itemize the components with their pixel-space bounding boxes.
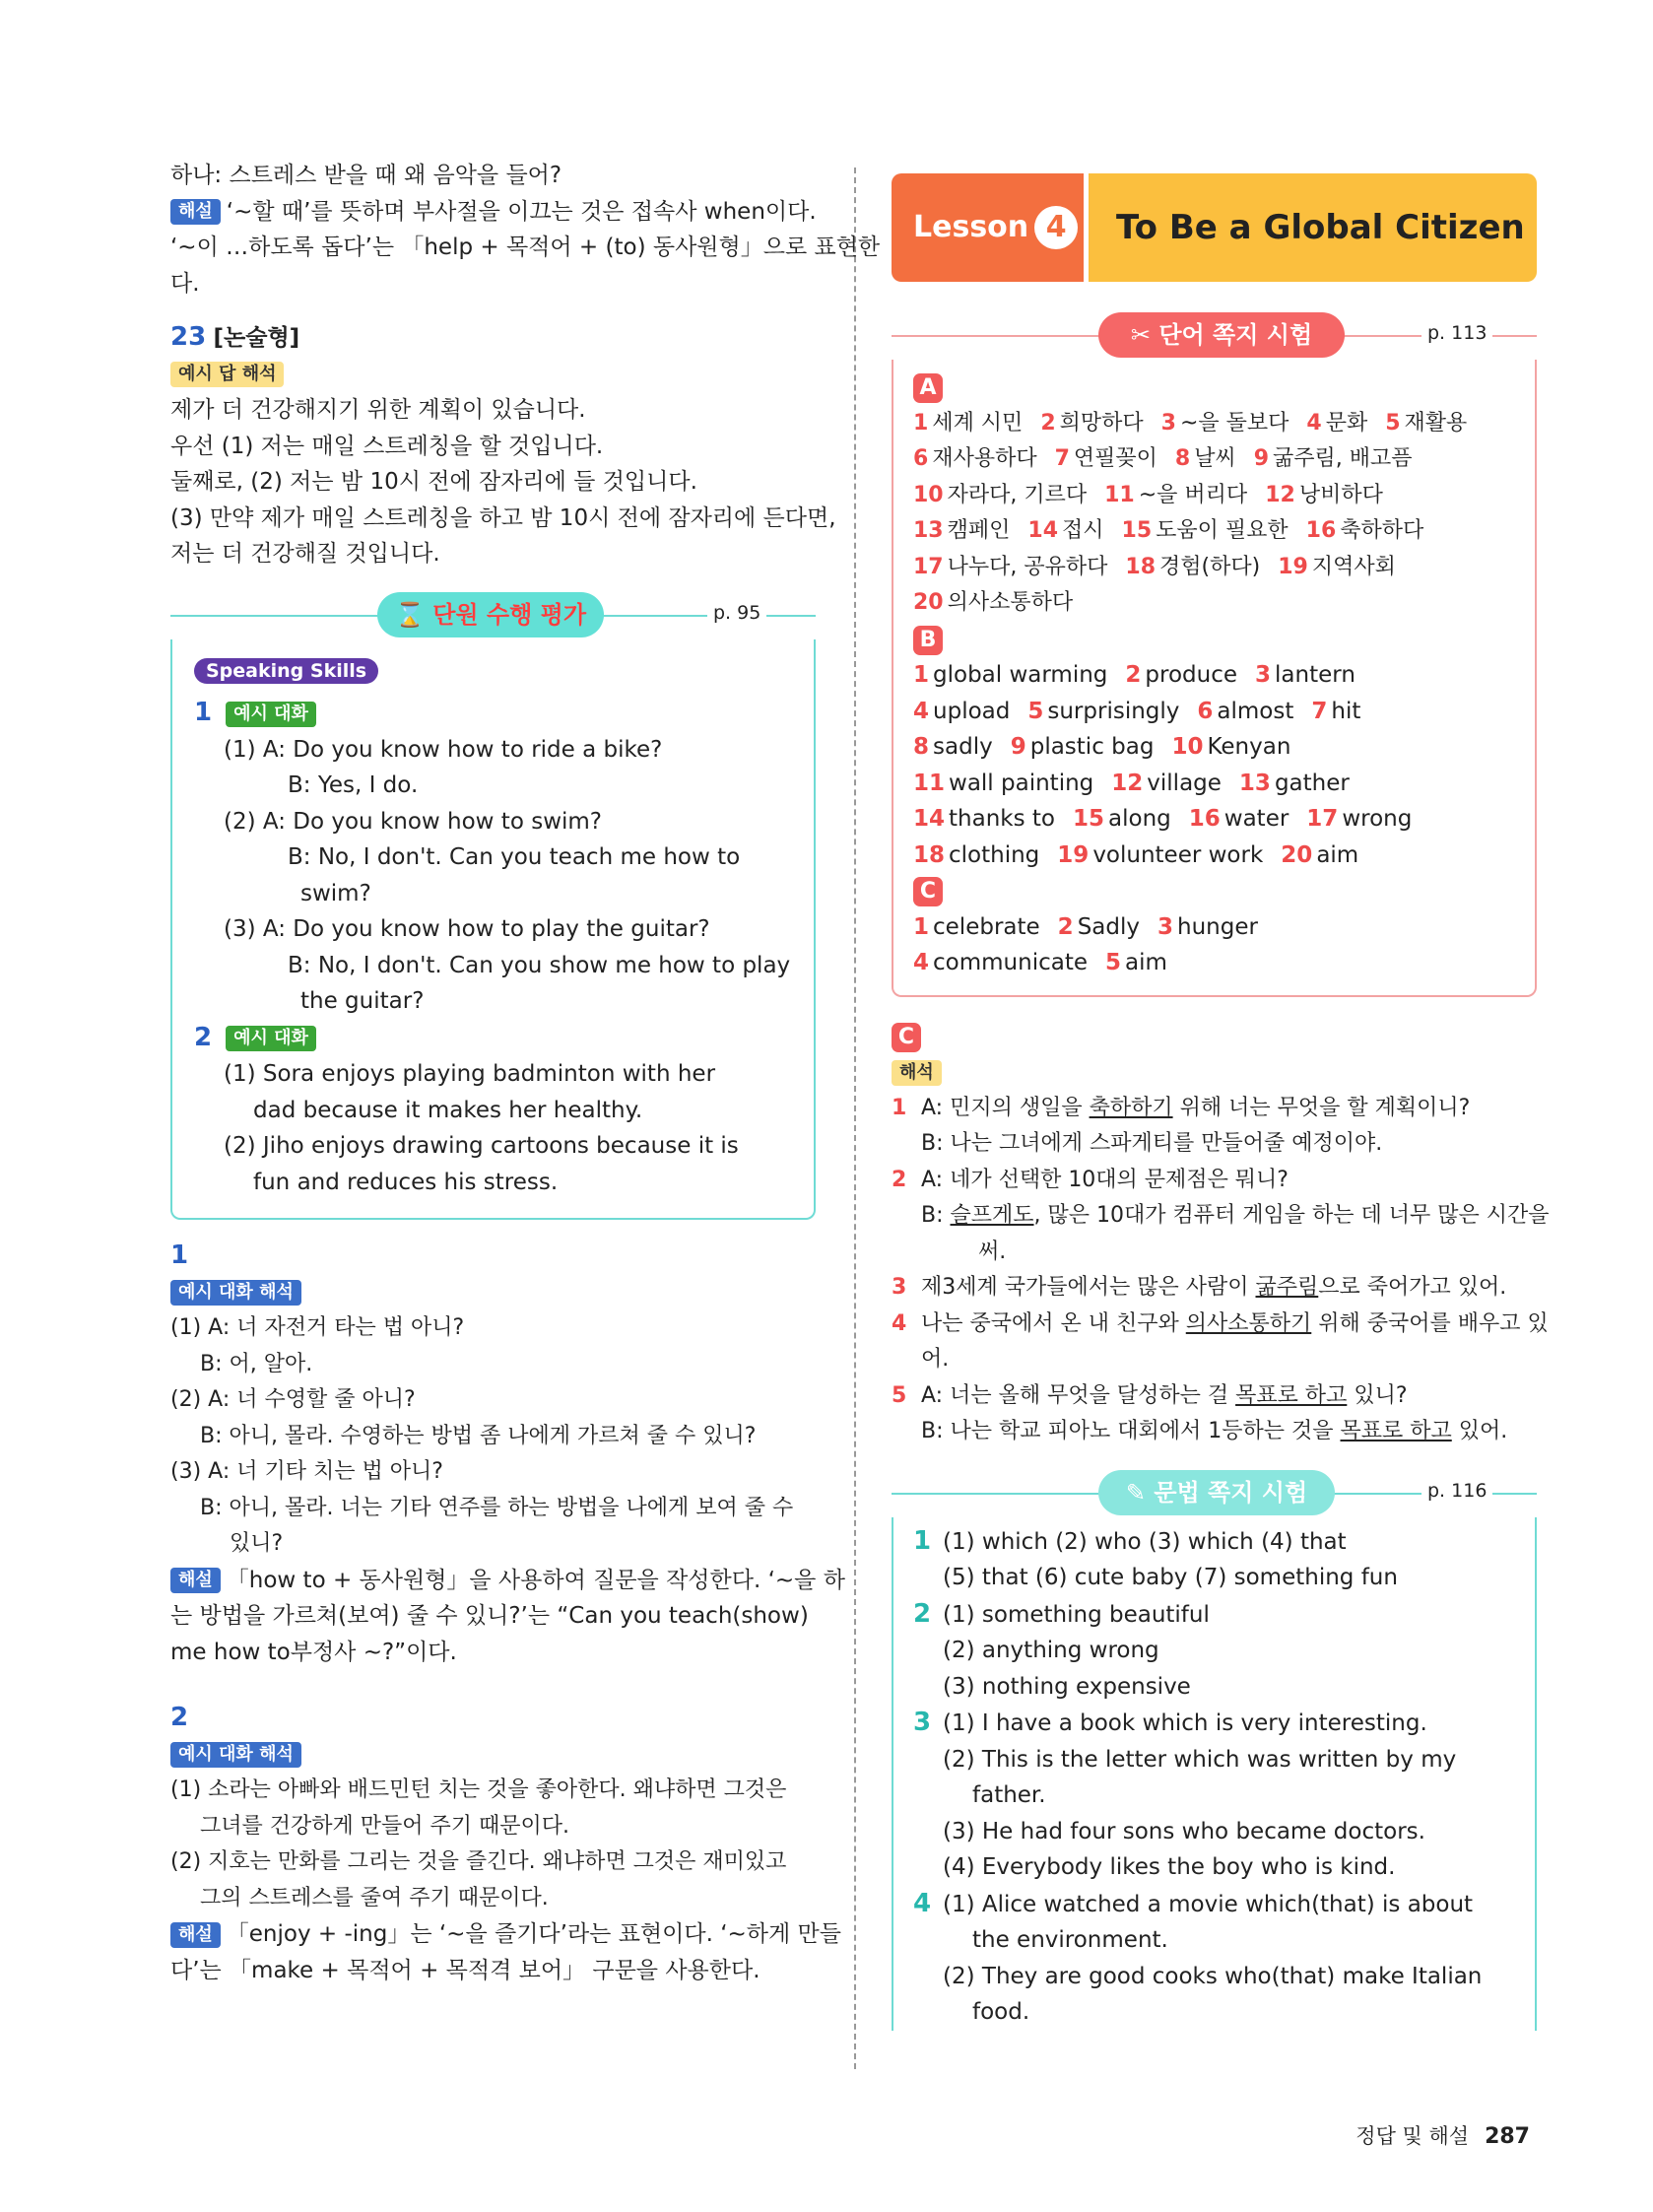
example-dialog-tag: 예시 대화 xyxy=(226,702,316,727)
vocab-item-number: 7 xyxy=(1311,698,1328,724)
underlined-word: 굶주림 xyxy=(1255,1275,1319,1300)
translation-line: 1 A: 민지의 생일을 축하하기 위해 너는 무엇을 할 계획이니? xyxy=(892,1091,1537,1127)
footer-label: 정답 및 해설 xyxy=(1355,2124,1470,2148)
vocab-item-number: 3 xyxy=(1255,662,1272,688)
dialog-translation-tag: 예시 대화 해석 xyxy=(170,1742,301,1768)
grammar-answer-line: (4) Everybody likes the boy who is kind. xyxy=(943,1854,1396,1880)
dialog-line: swim? xyxy=(300,880,371,906)
vocab-item-number: 19 xyxy=(1278,554,1308,579)
grammar-box-body xyxy=(892,1517,1537,2031)
vocab-row xyxy=(913,513,1521,550)
vocab-item-number: 6 xyxy=(913,446,929,471)
intro-line: 하나: 스트레스 받을 때 왜 음악을 들어? xyxy=(170,163,562,188)
vocab-item xyxy=(1011,734,1155,760)
vocab-item-text: village xyxy=(1147,770,1222,796)
vocab-row xyxy=(913,550,1521,586)
vocab-item xyxy=(1157,914,1258,940)
vocab-row xyxy=(913,945,1521,981)
lesson-number: 4 xyxy=(1034,206,1078,249)
grammar-answer-line: (3) He had four sons who became doctors. xyxy=(943,1818,1425,1844)
vocab-item xyxy=(913,518,1010,543)
vocab-item-text: along xyxy=(1108,806,1171,832)
vocab-item-text: 문화 xyxy=(1325,410,1368,436)
vocab-item xyxy=(1239,771,1350,796)
page-footer xyxy=(1355,2120,1530,2150)
translation-line: B: 나는 학교 피아노 대회에서 1등하는 것을 목표로 하고 있어. xyxy=(921,1419,1508,1443)
vocab-item-number: 14 xyxy=(913,806,946,832)
vocab-item-text: Sadly xyxy=(1077,913,1140,940)
vocab-item-number: 10 xyxy=(913,482,944,507)
vocab-item-number: 8 xyxy=(1174,446,1191,471)
vocab-item xyxy=(1278,555,1396,579)
vocab-item xyxy=(1111,771,1222,796)
q23-line: (3) 만약 제가 매일 스트레칭을 하고 밤 10시 전에 잠자리에 든다면, xyxy=(170,504,836,531)
vocab-item-text: wall painting xyxy=(949,770,1094,796)
vocab-item xyxy=(913,842,1039,868)
underlined-word: 축하하기 xyxy=(1089,1095,1173,1120)
dialog-line: B: No, I don't. Can you teach me how to xyxy=(288,844,741,870)
vocab-item-number: 2 xyxy=(1057,913,1074,940)
explain-tag: 해설 xyxy=(170,1922,221,1948)
explain-line: 다’는 「make + 목적어 + 목적격 보어」 구문을 사용한다. xyxy=(170,1957,760,1983)
underlined-word: 목표로 하고 xyxy=(1235,1382,1348,1408)
vocab-item xyxy=(1197,699,1293,724)
page-reference: p. 95 xyxy=(707,602,766,624)
vocab-row xyxy=(913,766,1521,802)
section-c-badge: C xyxy=(913,877,943,906)
vocab-item-number: 15 xyxy=(1121,518,1153,543)
section-c-badge: C xyxy=(892,1023,921,1052)
intro-line: 다. xyxy=(170,270,200,297)
vocab-item xyxy=(1161,411,1289,436)
vocab-item-number: 2 xyxy=(1040,410,1056,436)
underlined-word: 목표로 하고 xyxy=(1340,1419,1452,1443)
vocab-item xyxy=(913,483,1087,507)
page-reference: p. 116 xyxy=(1422,1480,1492,1502)
vocab-item-text: hit xyxy=(1331,698,1361,724)
intro-explain: 해설 ‘~할 때’를 뜻하며 부사절을 이끄는 것은 접속사 when이다. xyxy=(170,194,816,231)
explain-line: me how to부정사 ~?”이다. xyxy=(170,1639,457,1665)
vocab-item xyxy=(1255,662,1355,688)
vocab-item-text: ~을 버리다 xyxy=(1138,482,1248,507)
vocab-item-text: aim xyxy=(1316,841,1359,868)
vocab-item-number: 4 xyxy=(913,950,930,975)
item-number: 4 xyxy=(892,1310,907,1336)
lesson-label: Lesson 4 xyxy=(892,173,1084,282)
vocab-row xyxy=(913,694,1521,730)
vocab-item xyxy=(913,806,1055,832)
vocab-item xyxy=(1189,806,1289,832)
vocab-row xyxy=(913,585,1521,622)
vocab-item-text: 나누다, 공유하다 xyxy=(947,554,1108,579)
answer-line: dad because it makes her healthy. xyxy=(253,1097,643,1123)
vocab-item-text: thanks to xyxy=(949,806,1055,832)
vocab-item-text: volunteer work xyxy=(1092,841,1264,868)
vocab-item-number: 13 xyxy=(913,518,944,543)
vocab-item-number: 13 xyxy=(1238,770,1271,796)
section-b-badge: B xyxy=(913,626,943,655)
vocab-item xyxy=(1105,950,1167,975)
vocab-item xyxy=(913,771,1093,796)
vocab-item-number: 5 xyxy=(1385,410,1401,436)
translation-line: 써. xyxy=(978,1239,1007,1264)
vocab-item xyxy=(913,411,1023,436)
vocab-row xyxy=(913,406,1521,442)
vocab-item-text: Kenyan xyxy=(1207,734,1291,760)
section-a-badge: A xyxy=(913,373,943,403)
vocab-item xyxy=(913,950,1088,975)
vocab-item-text: almost xyxy=(1217,698,1294,724)
vocab-item-text: 지역사회 xyxy=(1311,554,1396,579)
explain-tag: 해설 xyxy=(170,199,221,225)
item-number: 1 xyxy=(892,1095,907,1120)
grammar-box-title: ✎ 문법 쪽지 시험 xyxy=(1098,1470,1335,1515)
vocab-item-text: sadly xyxy=(933,734,993,760)
vocab-item-number: 19 xyxy=(1057,841,1090,868)
vocab-item-number: 5 xyxy=(1105,950,1122,975)
vocab-item-number: 11 xyxy=(913,770,946,796)
translation-line: B: 아니, 몰라. 수영하는 방법 좀 나에게 가르쳐 줄 수 있니? xyxy=(200,1423,757,1448)
grammar-box xyxy=(892,1468,1537,2031)
vocab-row xyxy=(913,838,1521,874)
underlined-word: 의사소통하기 xyxy=(1185,1310,1312,1336)
translation-line: (1) 소라는 아빠와 배드민턴 치는 것을 좋아한다. 왜냐하면 그것은 xyxy=(170,1777,787,1802)
vocab-item xyxy=(1058,914,1140,940)
vocab-item-number: 8 xyxy=(913,734,930,760)
item-number: 3 xyxy=(892,1275,907,1300)
item-number: 4 xyxy=(913,1888,932,1918)
vocab-item-text: 경험(하다) xyxy=(1159,554,1261,579)
vocab-item xyxy=(1057,842,1263,868)
vocab-box xyxy=(892,310,1537,997)
grammar-answer-list xyxy=(913,1523,1521,2031)
vocab-item xyxy=(1265,483,1383,507)
grammar-answer-line: father. xyxy=(972,1782,1046,1808)
vocab-item xyxy=(913,734,993,760)
translation-line: 3 제3세계 국가들에서는 많은 사람이 굶주림으로 죽어가고 있어. xyxy=(892,1270,1537,1307)
vocab-row xyxy=(913,909,1521,946)
vocab-item-number: 11 xyxy=(1104,482,1135,507)
item-number: 2 xyxy=(913,1598,932,1629)
vocab-box-body xyxy=(892,360,1537,997)
vocab-item-text: 접시 xyxy=(1062,518,1104,543)
translation-line: B: 아니, 몰라. 너는 기타 연주를 하는 방법을 나에게 보여 줄 수 xyxy=(200,1495,794,1520)
eval-box xyxy=(170,590,816,1221)
vocab-item-text: 굶주림, 배고픔 xyxy=(1273,446,1413,471)
translation-tag: 해석 xyxy=(892,1060,942,1086)
q23-line: 둘째로, (2) 저는 밤 10시 전에 잠자리에 들 것입니다. xyxy=(170,469,697,495)
vocab-item xyxy=(1027,699,1179,724)
ans2-heading: 2 xyxy=(170,1703,189,1732)
vocab-item-number: 10 xyxy=(1171,734,1204,760)
column-divider xyxy=(854,168,856,2069)
dialog-line: (2) A: Do you know how to swim? xyxy=(224,808,603,835)
translation-line: 그녀를 건강하게 만들어 주기 때문이다. xyxy=(200,1813,569,1839)
vocab-b-list xyxy=(913,657,1521,873)
eval-box-head xyxy=(170,590,816,639)
translation-line: (1) A: 너 자전거 타는 법 아니? xyxy=(170,1315,465,1340)
grammar-answer-line: 2 (1) something beautiful xyxy=(913,1596,1521,1634)
vocab-item xyxy=(1027,518,1103,543)
vocab-item xyxy=(1104,483,1247,507)
vocab-item-text: 의사소통하다 xyxy=(947,590,1074,615)
vocab-item-text: communicate xyxy=(933,950,1088,975)
dialog-translation-tag: 예시 대화 해석 xyxy=(170,1280,301,1306)
vocab-item-number: 16 xyxy=(1188,806,1221,832)
vocab-item-number: 6 xyxy=(1197,698,1214,724)
vocab-item-number: 17 xyxy=(913,554,944,579)
vocab-item-number: 12 xyxy=(1265,482,1295,507)
vocab-item-number: 14 xyxy=(1027,518,1059,543)
grammar-answer-line: food. xyxy=(972,1999,1030,2025)
grammar-answer-line: 4 (1) Alice watched a movie which(that) is about xyxy=(913,1886,1521,1923)
vocab-item-number: 12 xyxy=(1111,770,1144,796)
vocab-item-text: water xyxy=(1223,806,1289,832)
vocab-item xyxy=(913,590,1073,615)
grammar-answer-line: (2) anything wrong xyxy=(943,1638,1159,1663)
q23-line: 우선 (1) 저는 매일 스트레칭을 할 것입니다. xyxy=(170,433,604,459)
vocab-item-number: 4 xyxy=(1306,410,1322,436)
vocab-item-text: 축하하다 xyxy=(1340,518,1424,543)
c-translation-list xyxy=(892,1091,1550,1450)
vocab-item-text: 희망하다 xyxy=(1059,410,1144,436)
vocab-item xyxy=(1040,411,1143,436)
vocab-box-title: ✂ 단어 쪽지 시험 xyxy=(1098,312,1345,358)
vocab-item-text: clothing xyxy=(949,841,1040,868)
vocab-item-text: 캠페인 xyxy=(947,518,1011,543)
vocab-item xyxy=(1175,446,1236,471)
vocab-item xyxy=(913,699,1010,724)
vocab-item xyxy=(1306,518,1424,543)
translation-line: (2) 지호는 만화를 그리는 것을 즐긴다. 왜냐하면 그것은 재미있고 xyxy=(170,1849,787,1874)
vocab-row xyxy=(913,441,1521,478)
translation-line: B: 나는 그녀에게 스파게티를 만들어줄 예정이야. xyxy=(921,1131,1383,1156)
vocab-item-text: 낭비하다 xyxy=(1298,482,1383,507)
lesson-header xyxy=(892,173,1537,282)
eval-box-body: Speaking Skills 1 예시 대화 (1) A: Do you know how to ride a bike? B: Yes, I do. (2) A: Do you know how to swim? B: No, I don't. Can you teach me how to swim? (3) A: Do you know how to play the guitar? B: No, I don't. Can you show me how to play the guitar? 2 예시 대화 (1) Sora enjoys playing badminton with her dad because it makes her healthy. (2) Jiho enjoys drawing cartoons because it is fun and reduces his stress. xyxy=(170,639,816,1221)
q23-line: 저는 더 건강해질 것입니다. xyxy=(170,541,440,567)
lesson-title: To Be a Global Citizen xyxy=(1089,173,1537,282)
vocab-item-text: gather xyxy=(1274,770,1350,796)
vocab-item-text: lantern xyxy=(1275,662,1355,688)
vocab-item-text: ~을 돌보다 xyxy=(1179,410,1289,436)
vocab-item-text: surprisingly xyxy=(1047,698,1180,724)
vocab-item-number: 7 xyxy=(1054,446,1070,471)
vocab-item xyxy=(1125,555,1260,579)
eval-box-title: ⌛ 단원 수행 평가 xyxy=(377,592,604,637)
vocab-item-text: produce xyxy=(1145,662,1238,688)
vocab-item-text: aim xyxy=(1125,950,1167,975)
vocab-item-number: 2 xyxy=(1125,662,1142,688)
item-number: 1 xyxy=(913,1525,932,1556)
vocab-item-text: hunger xyxy=(1177,913,1258,940)
grammar-answer-line: (3) nothing expensive xyxy=(943,1673,1191,1700)
vocab-item xyxy=(1311,699,1360,724)
vocab-item xyxy=(1171,734,1290,760)
vocab-item-number: 1 xyxy=(913,410,929,436)
translation-line: (2) A: 너 수영할 줄 아니? xyxy=(170,1387,416,1412)
translation-line: 4 나는 중국에서 온 내 친구와 의사소통하기 위해 중국어를 배우고 있 xyxy=(892,1307,1537,1343)
dialog-line: B: Yes, I do. xyxy=(288,772,419,798)
vocab-item-text: celebrate xyxy=(933,913,1040,940)
vocab-item-text: 자라다, 기르다 xyxy=(947,482,1088,507)
speaking-skills-tag: Speaking Skills xyxy=(194,658,378,684)
grammar-answer-line: (5) that (6) cute baby (7) something fun xyxy=(943,1565,1398,1590)
vocab-item xyxy=(1385,411,1467,436)
translation-line: 그의 스트레스를 줄여 주기 때문이다. xyxy=(200,1885,549,1910)
vocab-item-text: plastic bag xyxy=(1029,734,1155,760)
item-number: 5 xyxy=(892,1382,907,1408)
item-number: 2 xyxy=(892,1167,907,1192)
translation-line: 2 A: 네가 선택한 10대의 문제점은 뭐니? xyxy=(892,1163,1537,1199)
vocab-item-text: 세계 시민 xyxy=(932,410,1024,436)
vocab-item xyxy=(1281,842,1358,868)
translation-line: B: 어, 알아. xyxy=(200,1351,313,1376)
vocab-item-number: 16 xyxy=(1305,518,1337,543)
vocab-item-number: 5 xyxy=(1027,698,1044,724)
vocab-item-number: 18 xyxy=(913,841,946,868)
underlined-word: 슬프게도 xyxy=(950,1203,1034,1228)
grammar-answer-line: 1 (1) which (2) who (3) which (4) that xyxy=(913,1523,1521,1561)
example-dialog-tag: 예시 대화 xyxy=(226,1026,316,1051)
answer-tag: 예시 답 해석 xyxy=(170,362,284,387)
dialog-line: (1) A: Do you know how to ride a bike? xyxy=(224,736,663,763)
explain-tag: 해설 xyxy=(170,1568,221,1593)
vocab-item-number: 20 xyxy=(1281,841,1313,868)
ans1-heading: 1 xyxy=(170,1240,189,1270)
vocab-row xyxy=(913,657,1521,694)
vocab-item xyxy=(1254,446,1413,471)
vocab-item xyxy=(913,446,1037,471)
intro-line: ‘~이 …하도록 돕다’는 「help + 목적어 + (to) 동사원형」으로 표현한 xyxy=(170,235,881,260)
vocab-item-text: global warming xyxy=(933,662,1108,688)
dialog-line: the guitar? xyxy=(300,988,425,1014)
vocab-c-list xyxy=(913,909,1521,981)
vocab-row xyxy=(913,729,1521,766)
vocab-item-number: 18 xyxy=(1125,554,1157,579)
vocab-item xyxy=(913,555,1107,579)
vocab-item-number: 9 xyxy=(1010,734,1026,760)
translation-line: B: 슬프게도, 많은 10대가 컴퓨터 게임을 하는 데 너무 많은 시간을 xyxy=(921,1203,1550,1228)
right-column xyxy=(892,310,1550,2031)
vocab-item-number: 17 xyxy=(1306,806,1339,832)
page-number: 287 xyxy=(1485,2124,1530,2149)
translation-line: 어. xyxy=(921,1347,950,1372)
vocab-item xyxy=(1125,662,1237,688)
vocab-item xyxy=(913,914,1040,940)
vocab-item-number: 20 xyxy=(913,590,944,615)
vocab-item xyxy=(1055,446,1157,471)
vocab-item-number: 4 xyxy=(913,698,930,724)
translation-line: 5 A: 너는 올해 무엇을 달성하는 걸 목표로 하고 있니? xyxy=(892,1378,1537,1415)
vocab-item-number: 1 xyxy=(913,662,930,688)
vocab-item xyxy=(1073,806,1171,832)
answer-line: (1) Sora enjoys playing badminton with her xyxy=(224,1061,716,1087)
vocab-row xyxy=(913,801,1521,838)
page-reference: p. 113 xyxy=(1422,322,1492,344)
vocab-item-number: 3 xyxy=(1160,410,1176,436)
left-column: 하나: 스트레스 받을 때 왜 음악을 들어? 해설 ‘~할 때’를 뜻하며 부사절을 이끄는 것은 접속사 when이다. ‘~이 …하도록 돕다’는 「help + 목적어 + (to) 동사원형」으로 표현한 다. 23 [논술형] 예시 답 해석 제가 더 건강해지기 위한 계획이 있습니다. 우선 (1) 저는 매일 스트레칭을 할 것입니다. 둘째로, (2) 저는 밤 10시 전에 잠자리에 들 것입니다. (3) 만약 제가 매일 스트레칭을 하고 밤 10시 전에 잠자리에 든다면, 저는 더 건강해질 것입니다. ⌛ 단원 수행 평가 p. 95 Speaking Skills 1 예시 대화 (1) A: Do you know how to ride a bike? B: Yes, I do. (2) A: Do you know how to swim? B: No, I don't. Can you teach me how to swim? (3) A: Do you know how to play the guitar? B: No, I don't. Can you show me how to play the guitar? 2 예시 대화 (1) Sora enjoys playing badminton with her dad because it makes her healthy. (2) Jiho enjoys drawing cartoons because it is fun and reduces his stress. 1 예시 대화 해석 (1) A: 너 자전거 타는 법 아니? B: 어, 알아. (2) A: 너 수영할 줄 아니? B: 아니, 몰라. 수영하는 방법 좀 나에게 가르쳐 줄 수 있니? (3) A: 너 기타 치는 법 아니? B: 아니, 몰라. 너는 기타 연주를 하는 방법을 나에게 보여 줄 수 있니? 해설 「how to + 동사원형」을 사용하여 질문을 작성한다. ‘~을 하 는 방법을 가르쳐(보여) 줄 수 있니?’는 “Can you teach(show) me how to부정사 ~?”이다. 2 예시 대화 해석 (1) 소라는 아빠와 배드민턴 치는 것을 좋아한다. 왜냐하면 그것은 그녀를 건강하게 만들어 주기 때문이다. (2) 지호는 만화를 그리는 것을 즐긴다. 왜냐하면 그것은 재미있고 그의 스트레스를 줄여 주기 때문이다. 해설 「enjoy + -ing」는 ‘~을 즐기다’라는 표현이다. ‘~하게 만들 다’는 「make + 목적어 + 목적격 보어」 구문을 사용한다. xyxy=(170,158,816,1988)
grammar-answer-line: (2) This is the letter which was written by my xyxy=(943,1746,1457,1773)
grammar-answer-line: the environment. xyxy=(972,1927,1168,1953)
vocab-item-number: 3 xyxy=(1157,913,1173,940)
vocab-item-text: upload xyxy=(933,698,1011,724)
vocab-item-text: 연필꽂이 xyxy=(1073,446,1157,471)
answer-line: (2) Jiho enjoys drawing cartoons because it is xyxy=(224,1133,739,1159)
vocab-item-text: 도움이 필요한 xyxy=(1156,518,1289,543)
vocab-item-text: 재활용 xyxy=(1404,410,1468,436)
vocab-a-list xyxy=(913,406,1521,622)
grammar-answer-line: (2) They are good cooks who(that) make Italian xyxy=(943,1963,1483,1989)
explain-line: 는 방법을 가르쳐(보여) 줄 수 있니?’는 “Can you teach(show) xyxy=(170,1603,809,1629)
vocab-item-number: 1 xyxy=(913,913,930,940)
vocab-item-text: 재사용하다 xyxy=(932,446,1037,471)
vocab-item-text: 날씨 xyxy=(1194,446,1236,471)
q23-tag-row xyxy=(170,357,816,393)
vocab-item xyxy=(1122,518,1289,543)
vocab-item xyxy=(1306,411,1367,436)
translation-line: 있니? xyxy=(230,1531,284,1556)
vocab-item-number: 9 xyxy=(1253,446,1270,471)
answer-line: fun and reduces his stress. xyxy=(253,1169,559,1195)
dialog-line: (3) A: Do you know how to play the guitar? xyxy=(224,916,710,942)
dialog-line: B: No, I don't. Can you show me how to play xyxy=(288,952,791,978)
grammar-answer-line: 3 (1) I have a book which is very interesting. xyxy=(913,1705,1521,1742)
vocab-item-number: 15 xyxy=(1073,806,1105,832)
vocab-item-text: wrong xyxy=(1342,806,1413,832)
q23-line: 제가 더 건강해지기 위한 계획이 있습니다. xyxy=(170,397,586,423)
translation-line: (3) A: 너 기타 치는 법 아니? xyxy=(170,1459,443,1484)
vocab-row xyxy=(913,478,1521,514)
vocab-item xyxy=(1306,806,1412,832)
item-number: 3 xyxy=(913,1708,932,1737)
vocab-item xyxy=(913,662,1107,688)
q23-heading: 23 [논술형] xyxy=(170,322,300,352)
